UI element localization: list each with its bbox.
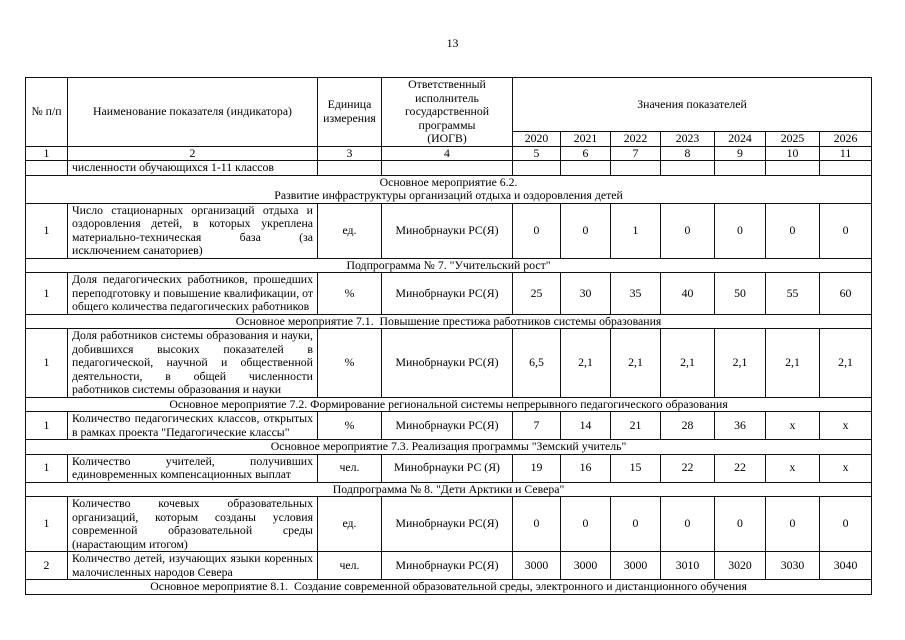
column-number: 7 (611, 146, 661, 161)
indicator-name: численности обучающихся 1-11 классов (68, 161, 318, 176)
section-heading (26, 397, 872, 412)
section-title: Подпрограмма № 8. "Дети Арктики и Севера" (332, 482, 565, 496)
value-2021: 16 (561, 454, 611, 482)
section-row (26, 258, 872, 273)
value-2026: 0 (820, 203, 872, 258)
column-number: 2 (68, 146, 318, 161)
indicator-executor: Минобрнауки РС(Я) (382, 497, 513, 552)
section-title: Основное мероприятие 8.1. Создание современной образовательной среды, электронного и дистанционного обучения (150, 579, 747, 593)
value-2020: 25 (513, 273, 561, 315)
value-2023: 28 (661, 412, 715, 440)
section-heading (26, 314, 872, 329)
year-header: 2021 (561, 132, 611, 147)
header-indicator-values: Значения показателей (513, 78, 872, 132)
indicator-index: 1 (26, 412, 68, 440)
value-2021: 30 (561, 273, 611, 315)
value-2020: 19 (513, 454, 561, 482)
column-number: 3 (318, 146, 382, 161)
indicator-executor: Минобрнауки РС(Я) (382, 273, 513, 315)
column-numbers-row (26, 146, 872, 161)
indicator-row (26, 552, 872, 580)
indicator-name: Количество учителей, получивших единовременных компенсационных выплат (68, 454, 318, 482)
value-2023: 3010 (661, 552, 715, 580)
indicator-row (26, 454, 872, 482)
value-2020: 7 (513, 412, 561, 440)
section-row (26, 397, 872, 412)
indicator-unit: чел. (318, 552, 382, 580)
value-2023: 2,1 (661, 329, 715, 398)
indicator-continuation-row (26, 161, 872, 176)
indicator-unit: % (318, 273, 382, 315)
value-2025: 0 (766, 203, 820, 258)
indicator-executor (382, 161, 513, 176)
year-header: 2023 (661, 132, 715, 147)
section-heading (26, 440, 872, 455)
value-2024: 0 (715, 497, 766, 552)
indicator-index: 2 (26, 552, 68, 580)
indicator-index: 1 (26, 273, 68, 315)
indicator-executor: Минобрнауки РС(Я) (382, 552, 513, 580)
value-2025: x (766, 412, 820, 440)
value-2020: 0 (513, 203, 561, 258)
value-2021: 14 (561, 412, 611, 440)
indicator-index: 1 (26, 203, 68, 258)
header-responsible-executor (382, 78, 513, 147)
value-2023: 22 (661, 454, 715, 482)
section-row (26, 314, 872, 329)
section-title: Основное мероприятие 7.2. Формирование региональной системы непрерывного педагогического образования (169, 397, 728, 411)
indicator-name: Доля педагогических работников, прошедших переподготовку и повышение квалификации, от общего количества педагогических работников (68, 273, 318, 315)
section-title: Основное мероприятие 7.1. Повышение престижа работников системы образования (235, 314, 662, 328)
header-row (26, 78, 872, 132)
indicator-executor: Минобрнауки РС (Я) (382, 454, 513, 482)
section-subtitle: Развитие инфраструктуры организаций отдыха и оздоровления детей (274, 188, 623, 202)
indicator-name: Количество кочевых образовательных организаций, которым созданы условия современной образовательной среды (нарастающим итогом) (68, 497, 318, 552)
section-heading (26, 175, 872, 203)
column-number: 9 (715, 146, 766, 161)
indicator-index: 1 (26, 497, 68, 552)
indicator-row (26, 273, 872, 315)
column-number: 8 (661, 146, 715, 161)
indicator-executor: Минобрнауки РС(Я) (382, 203, 513, 258)
value-2024: 3020 (715, 552, 766, 580)
value-2024: 2,1 (715, 329, 766, 398)
value-2022: 0 (611, 497, 661, 552)
section-row (26, 440, 872, 455)
table-body (26, 78, 872, 595)
value-2020 (513, 161, 561, 176)
header-responsible-executor-abbr: (ИОГВ) (427, 131, 467, 145)
indicator-unit: ед. (318, 497, 382, 552)
value-2021: 3000 (561, 552, 611, 580)
value-2023 (661, 161, 715, 176)
value-2025: 55 (766, 273, 820, 315)
value-2022: 3000 (611, 552, 661, 580)
indicator-unit: чел. (318, 454, 382, 482)
column-number: 6 (561, 146, 611, 161)
value-2026: 2,1 (820, 329, 872, 398)
indicator-unit (318, 161, 382, 176)
value-2020: 6,5 (513, 329, 561, 398)
value-2022: 35 (611, 273, 661, 315)
value-2020: 0 (513, 497, 561, 552)
value-2021: 2,1 (561, 329, 611, 398)
value-2022: 2,1 (611, 329, 661, 398)
indicator-name: Число стационарных организаций отдыха и оздоровления детей, в которых укреплена материально-техническая база (за исключением санаториев) (68, 203, 318, 258)
value-2025: 2,1 (766, 329, 820, 398)
value-2025: x (766, 454, 820, 482)
page-number: 13 (446, 36, 459, 50)
section-title: Основное мероприятие 6.2. (379, 175, 518, 189)
indicator-name: Количество педагогических классов, открытых в рамках проекта "Педагогические классы" (68, 412, 318, 440)
value-2026: 3040 (820, 552, 872, 580)
column-number: 5 (513, 146, 561, 161)
value-2024: 0 (715, 203, 766, 258)
year-header: 2026 (820, 132, 872, 147)
indicator-executor: Минобрнауки РС(Я) (382, 329, 513, 398)
section-title: Подпрограмма № 7. "Учительский рост" (346, 258, 551, 272)
section-row (26, 482, 872, 497)
column-number: 1 (26, 146, 68, 161)
section-heading (26, 482, 872, 497)
value-2026: x (820, 454, 872, 482)
indicator-row (26, 412, 872, 440)
header-unit: Единица измерения (318, 78, 382, 147)
year-header: 2020 (513, 132, 561, 147)
indicator-index: 1 (26, 329, 68, 398)
indicator-executor: Минобрнауки РС(Я) (382, 412, 513, 440)
value-2022 (611, 161, 661, 176)
header-index: № п/п (26, 78, 68, 147)
value-2026: x (820, 412, 872, 440)
column-number: 4 (382, 146, 513, 161)
section-row (26, 175, 872, 203)
value-2024: 22 (715, 454, 766, 482)
value-2026: 0 (820, 497, 872, 552)
value-2024: 36 (715, 412, 766, 440)
indicator-index (26, 161, 68, 176)
indicator-row (26, 329, 872, 398)
value-2026: 60 (820, 273, 872, 315)
value-2024 (715, 161, 766, 176)
year-header: 2024 (715, 132, 766, 147)
indicator-unit: ед. (318, 203, 382, 258)
year-header: 2025 (766, 132, 820, 147)
value-2024: 50 (715, 273, 766, 315)
section-title: Основное мероприятие 7.3. Реализация программы "Земский учитель" (270, 439, 627, 453)
value-2021: 0 (561, 203, 611, 258)
value-2022: 21 (611, 412, 661, 440)
section-heading (26, 258, 872, 273)
indicator-index: 1 (26, 454, 68, 482)
value-2023: 40 (661, 273, 715, 315)
indicator-unit: % (318, 412, 382, 440)
header-responsible-executor-label: Ответственный исполнитель государственной программы (404, 77, 490, 132)
section-row (26, 580, 872, 595)
column-number: 10 (766, 146, 820, 161)
value-2022: 15 (611, 454, 661, 482)
value-2025 (766, 161, 820, 176)
indicators-table (25, 77, 872, 595)
year-header: 2022 (611, 132, 661, 147)
value-2025: 0 (766, 497, 820, 552)
value-2023: 0 (661, 497, 715, 552)
indicator-row (26, 497, 872, 552)
value-2025: 3030 (766, 552, 820, 580)
header-indicator-name: Наименование показателя (индикатора) (68, 78, 318, 147)
value-2022: 1 (611, 203, 661, 258)
column-number: 11 (820, 146, 872, 161)
value-2026 (820, 161, 872, 176)
value-2021: 0 (561, 497, 611, 552)
value-2020: 3000 (513, 552, 561, 580)
section-heading (26, 580, 872, 595)
indicator-name: Количество детей, изучающих языки коренных малочисленных народов Севера (68, 552, 318, 580)
indicator-name: Доля работников системы образования и науки, добившихся высоких показателей в педагогической, научной и общественной деятельности, в общей численности работников системы образования и науки (68, 329, 318, 398)
indicator-unit: % (318, 329, 382, 398)
value-2023: 0 (661, 203, 715, 258)
indicator-row (26, 203, 872, 258)
value-2021 (561, 161, 611, 176)
